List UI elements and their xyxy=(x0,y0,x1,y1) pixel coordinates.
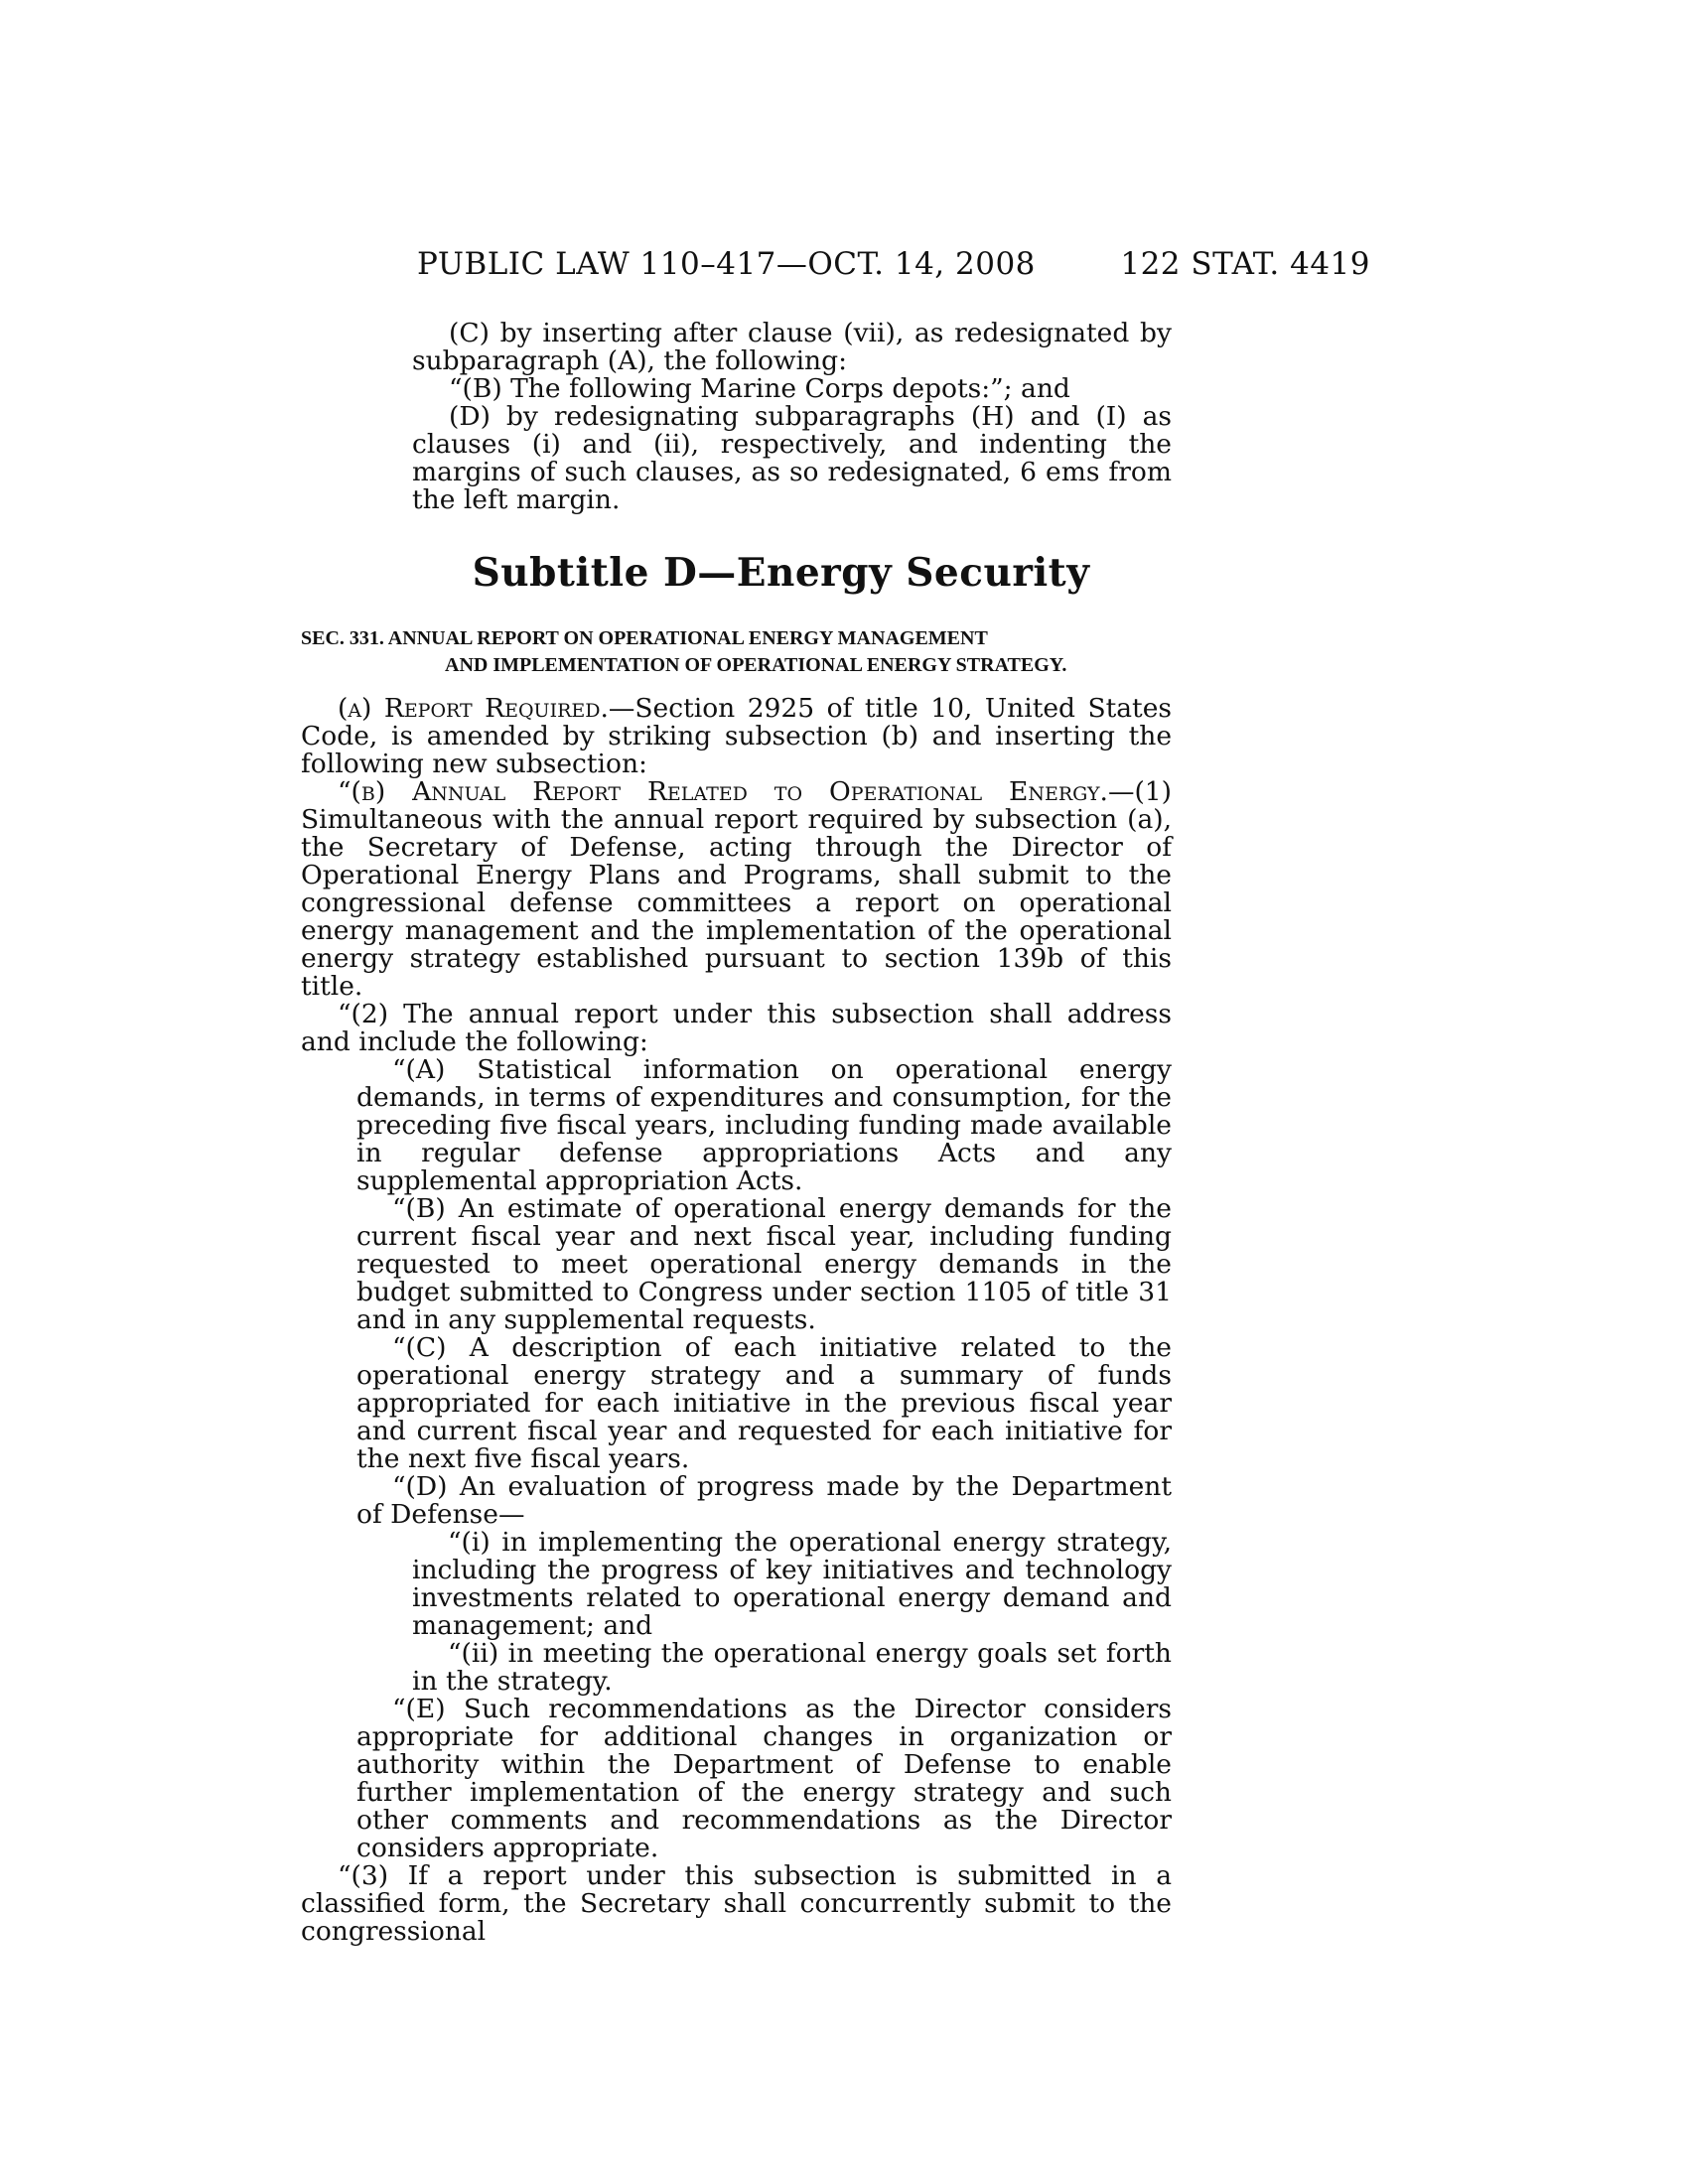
subtitle-heading: Subtitle D—Energy Security xyxy=(472,550,1090,596)
subparagraph-D: “(D) An evaluation of progress made by the Department of Defense— xyxy=(356,1471,1172,1530)
header-public-law: PUBLIC LAW 110–417—OCT. 14, 2008 xyxy=(417,246,1036,282)
subparagraph-B: “(B) An estimate of operational energy demands for the current fiscal year and next fiscal year, including funding requested to meet operational energy demands in the budget submitted to Congress under section 1105 of title 31 and in any supplemental requests. xyxy=(356,1193,1172,1335)
subparagraph-A: “(A) Statistical information on operational energy demands, in terms of expenditures and consumption, for the preceding five fiscal years, including funding made available in regular defense appropriations Acts and any supplemental appropriation Acts. xyxy=(356,1054,1172,1196)
header-statute-page: 122 STAT. 4419 xyxy=(1120,246,1370,282)
running-header xyxy=(417,246,1370,292)
paragraph-c: (C) by inserting after clause (vii), as redesignated by subparagraph (A), the following: xyxy=(412,318,1172,376)
subsection-b xyxy=(301,778,1172,1001)
clause-i: “(i) in implementing the operational energy strategy, including the progress of key initiatives and technology investments related to operational energy demand and management; and xyxy=(412,1527,1172,1641)
subsection-b-label: “(b) Annual Report Related to Operational Energy. xyxy=(338,776,1108,807)
section-heading xyxy=(301,625,1172,679)
subsection-a-text: —Section 2925 of title 10, United States Code, is amended by striking subsection (b) and inserting the following new subsection: xyxy=(301,693,1172,779)
section-heading-rest: AND IMPLEMENTATION OF OPERATIONAL ENERGY STRATEGY. xyxy=(445,654,1067,676)
section-heading-line1: SEC. 331. ANNUAL REPORT ON OPERATIONAL ENERGY MANAGEMENT xyxy=(301,627,988,649)
paragraph-3: “(3) If a report under this subsection is submitted in a classified form, the Secretary shall concurrently submit to the congressional xyxy=(301,1860,1172,1947)
subparagraph-C: “(C) A description of each initiative related to the operational energy strategy and a summary of funds appropriated for each initiative in the previous fiscal year and current fiscal year and requested for each initiative for the next five fiscal years. xyxy=(356,1332,1172,1474)
text-column xyxy=(301,320,1172,1946)
paragraph-d: (D) by redesignating subparagraphs (H) and (I) as clauses (i) and (ii), respectively, and indenting the margins of such clauses, as so redesignated, 6 ems from the left margin. xyxy=(412,401,1172,515)
clause-ii: “(ii) in meeting the operational energy goals set forth in the strategy. xyxy=(412,1638,1172,1697)
quoted-b: “(B) The following Marine Corps depots:”; and xyxy=(449,373,1070,404)
subsection-a xyxy=(301,695,1172,778)
paragraph-2: “(2) The annual report under this subsection shall address and include the following: xyxy=(301,999,1172,1057)
subparagraph-E: “(E) Such recommendations as the Director considers appropriate for additional changes in organization or authority within the Department of Defense to enable further implementation of the energy strategy and such other comments and recommendations as the Director considers appropriate. xyxy=(356,1694,1172,1863)
subsection-b-text: —(1) Simultaneous with the annual report required by subsection (a), the Secretary of Defense, acting through the Director of Operational Energy Plans and Programs, shall submit to the congressional defense committees a report on operational energy management and the implementation of the operational energy strategy established pursuant to section 139b of this title. xyxy=(301,776,1172,1002)
subsection-a-label: (a) Report Required. xyxy=(338,693,609,724)
